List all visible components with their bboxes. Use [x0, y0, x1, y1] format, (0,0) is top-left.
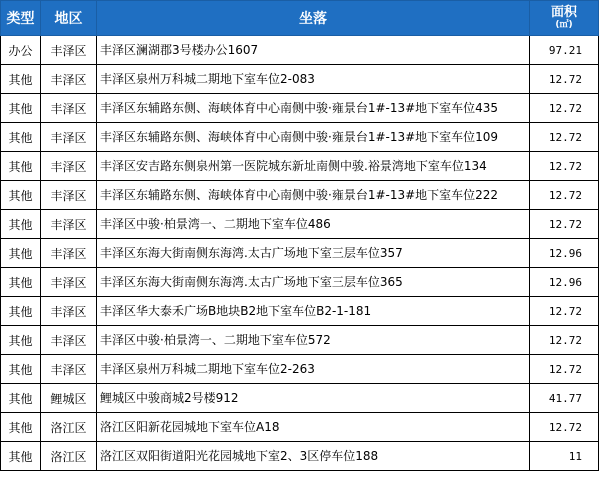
cell-location: 丰泽区东海大街南侧东海湾.太古广场地下室三层车位365 — [97, 268, 530, 297]
cell-location: 丰泽区东辅路东侧、海峡体育中心南侧中骏·雍景台1#-13#地下室车位435 — [97, 94, 530, 123]
table-row — [1, 413, 599, 442]
cell-location: 洛江区双阳街道阳光花园城地下室2、3区停车位188 — [97, 442, 530, 471]
cell-location: 丰泽区东辅路东侧、海峡体育中心南侧中骏·雍景台1#-13#地下室车位109 — [97, 123, 530, 152]
cell-location: 丰泽区中骏·柏景湾一、二期地下室车位486 — [97, 210, 530, 239]
cell-location: 丰泽区中骏·柏景湾一、二期地下室车位572 — [97, 326, 530, 355]
cell-area: 12.72 — [530, 355, 599, 384]
cell-type: 其他 — [1, 326, 41, 355]
cell-district: 洛江区 — [41, 413, 97, 442]
table-row — [1, 297, 599, 326]
header-row — [1, 1, 599, 36]
cell-location: 鲤城区中骏商城2号楼912 — [97, 384, 530, 413]
cell-location: 丰泽区东辅路东侧、海峡体育中心南侧中骏·雍景台1#-13#地下室车位222 — [97, 181, 530, 210]
cell-district: 丰泽区 — [41, 355, 97, 384]
cell-location: 洛江区阳新花园城地下室车位A18 — [97, 413, 530, 442]
cell-district: 丰泽区 — [41, 65, 97, 94]
table-row — [1, 65, 599, 94]
cell-district: 丰泽区 — [41, 152, 97, 181]
cell-location: 丰泽区东海大街南侧东海湾.太古广场地下室三层车位357 — [97, 239, 530, 268]
cell-location: 丰泽区澜湖郡3号楼办公1607 — [97, 36, 530, 65]
cell-type: 其他 — [1, 65, 41, 94]
table-row — [1, 442, 599, 471]
cell-area: 97.21 — [530, 36, 599, 65]
cell-district: 丰泽区 — [41, 210, 97, 239]
header-location: 坐落 — [97, 1, 530, 36]
cell-district: 丰泽区 — [41, 123, 97, 152]
table-row — [1, 123, 599, 152]
cell-type: 其他 — [1, 355, 41, 384]
cell-district: 丰泽区 — [41, 268, 97, 297]
cell-district: 鲤城区 — [41, 384, 97, 413]
cell-area: 12.72 — [530, 94, 599, 123]
cell-location: 丰泽区泉州万科城二期地下室车位2-263 — [97, 355, 530, 384]
cell-area: 12.72 — [530, 297, 599, 326]
cell-type: 其他 — [1, 181, 41, 210]
table-row — [1, 181, 599, 210]
cell-area: 12.72 — [530, 65, 599, 94]
cell-district: 丰泽区 — [41, 326, 97, 355]
cell-type: 其他 — [1, 123, 41, 152]
table-row — [1, 355, 599, 384]
cell-area: 12.72 — [530, 123, 599, 152]
cell-district: 丰泽区 — [41, 181, 97, 210]
cell-type: 其他 — [1, 268, 41, 297]
cell-area: 11 — [530, 442, 599, 471]
table-row — [1, 268, 599, 297]
cell-area: 41.77 — [530, 384, 599, 413]
cell-area: 12.72 — [530, 413, 599, 442]
cell-area: 12.72 — [530, 152, 599, 181]
cell-area: 12.96 — [530, 239, 599, 268]
table-row — [1, 210, 599, 239]
cell-type: 其他 — [1, 210, 41, 239]
cell-district: 丰泽区 — [41, 297, 97, 326]
table-row — [1, 94, 599, 123]
table-row — [1, 36, 599, 65]
cell-district: 洛江区 — [41, 442, 97, 471]
cell-area: 12.72 — [530, 210, 599, 239]
cell-type: 其他 — [1, 152, 41, 181]
table-row — [1, 152, 599, 181]
cell-type: 其他 — [1, 384, 41, 413]
table-row — [1, 326, 599, 355]
cell-type: 其他 — [1, 239, 41, 268]
table-row — [1, 239, 599, 268]
cell-location: 丰泽区泉州万科城二期地下室车位2-083 — [97, 65, 530, 94]
cell-area: 12.72 — [530, 326, 599, 355]
header-area-unit: (㎡) — [555, 20, 573, 30]
cell-type: 其他 — [1, 442, 41, 471]
header-type: 类型 — [1, 1, 41, 36]
cell-type: 办公 — [1, 36, 41, 65]
cell-type: 其他 — [1, 297, 41, 326]
cell-district: 丰泽区 — [41, 94, 97, 123]
cell-location: 丰泽区安吉路东侧泉州第一医院城东新址南侧中骏.裕景湾地下室车位134 — [97, 152, 530, 181]
table-row — [1, 384, 599, 413]
header-area-cell — [530, 1, 599, 36]
header-district: 地区 — [41, 1, 97, 36]
cell-area: 12.96 — [530, 268, 599, 297]
cell-location: 丰泽区华大泰禾广场B地块B2地下室车位B2-1-181 — [97, 297, 530, 326]
cell-district: 丰泽区 — [41, 239, 97, 268]
table-body — [1, 36, 599, 471]
cell-type: 其他 — [1, 94, 41, 123]
header-area: 面积 — [550, 5, 577, 20]
cell-type: 其他 — [1, 413, 41, 442]
cell-area: 12.72 — [530, 181, 599, 210]
cell-district: 丰泽区 — [41, 36, 97, 65]
